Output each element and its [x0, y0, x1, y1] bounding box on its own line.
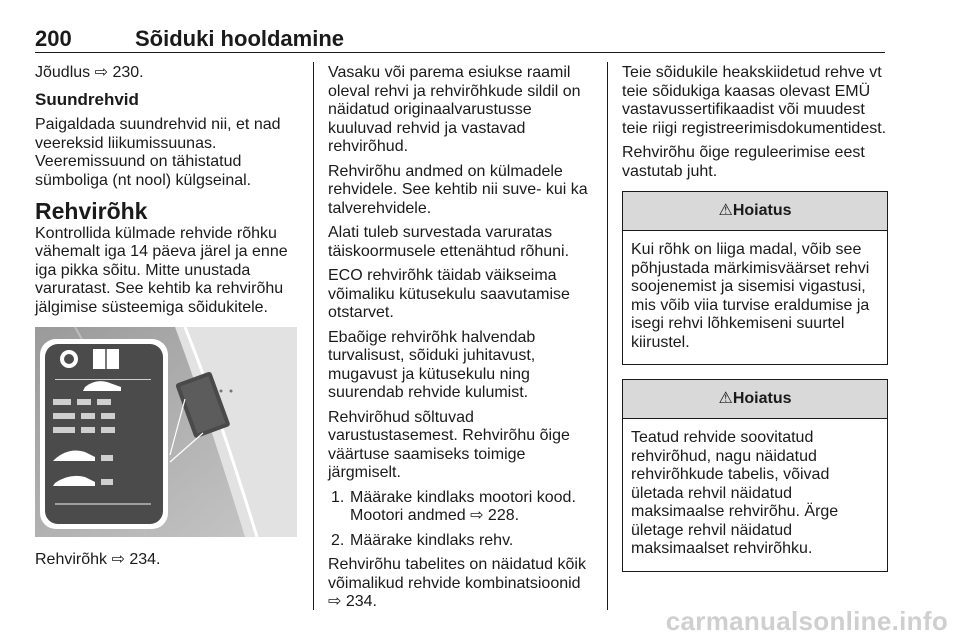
text-line: Veeremissuund on tähistatud [35, 153, 242, 170]
text-line: rehvirõhkude tabelis, võivad [631, 466, 830, 483]
text-line: varustustasemest. Rehvirõhu õige [328, 427, 570, 444]
text-line: mugavust ja kütusekulu ning [328, 365, 530, 383]
paragraph-driver-responsibility [622, 144, 888, 181]
text-line: Määrake kindlaks rehv. [350, 531, 514, 549]
section-heading-direction: Suundrehvid [35, 89, 139, 109]
watermark: carmanualsonline.info [665, 606, 948, 636]
text-line: võimaliku kütusekulu saavutamise [328, 285, 570, 303]
text-line: Rehvirõhu tabelites on näidatud kõik [328, 556, 586, 573]
step-number: 1. [331, 488, 345, 506]
text-line: Rehvirõhud sõltuvad [328, 408, 474, 426]
paragraph-pressure [35, 225, 305, 318]
tire-pressure-label-illustration [35, 327, 297, 537]
text-line: vastutab juht. [622, 162, 718, 180]
text-line: soojenemist ja sisemisi vigastusi, [631, 278, 866, 295]
text-line: põhjustada märkimisväärset rehvi [631, 259, 870, 277]
text-line: Kui rõhk on liiga madal, võib see [631, 241, 862, 258]
text-line: kiirustel. [631, 333, 690, 351]
text-line: turvalisust, sõiduki juhitavust, [328, 347, 536, 364]
text-line: Paigaldada suundrehvid nii, et nad [35, 116, 281, 133]
text-line: väärtuse saamiseks toimige [328, 445, 526, 463]
section-heading-pressure: Rehvirõhk [35, 198, 148, 224]
text-line: Mootori andmed ⇨ 228. [350, 507, 520, 524]
text-line: Rehvirõhu andmed on külmadele [328, 162, 563, 180]
paragraph-direction [35, 116, 305, 190]
text-line: veereksid liikumissuunas. [35, 134, 217, 152]
numbered-steps [328, 489, 598, 551]
paragraph-incorrect-pressure [328, 329, 598, 403]
text-line: järgmiselt. [328, 464, 401, 481]
text-line: sümboliga (nt nool) külgseinal. [35, 171, 252, 189]
text-line: rehvirõhud. [328, 138, 409, 155]
warning-title: ⚠Hoiatus [623, 192, 887, 231]
text-line: suurendab rehvide kulumist. [328, 384, 529, 401]
paragraph-eco-pressure [328, 267, 598, 323]
text-line: ületada rehvil näidatud [631, 484, 793, 502]
paragraph-cold-tires [328, 163, 598, 219]
list-item [328, 489, 598, 526]
text-line: Kontrollida külmade rehvide rõhku [35, 224, 277, 242]
text-line: Teatud rehvide soovitatud [631, 429, 814, 446]
paragraph-label-location [328, 64, 598, 157]
text-line: teie sõidukiga kaasas olevast EMÜ [622, 82, 871, 100]
text-line: ⇨ 234. [328, 593, 377, 610]
text-line: ületage rehvil näidatud [631, 521, 793, 539]
text-line: teie riigi registreerimisdokumentidest. [622, 119, 887, 137]
text-line: rehvirõhud, nagu näidatud [631, 447, 817, 465]
warning-box-low-pressure [622, 191, 888, 365]
column-divider [313, 62, 314, 610]
text-line: Ebaõige rehvirõhk halvendab [328, 328, 536, 346]
page-header [35, 24, 885, 53]
step-number: 2. [331, 531, 345, 549]
column-divider [607, 62, 608, 610]
text-line: iga pikka sõitu. Mitte unustada [35, 261, 251, 279]
text-line: isegi rehvi lõhkemiseni suurtel [631, 315, 845, 332]
text-line: maksimaalse rehvirõhu. Ärge [631, 503, 839, 520]
warning-body [623, 419, 887, 571]
column-1 [35, 64, 305, 576]
page-title: Sõiduki hooldamine [135, 26, 345, 51]
text-line: ECO rehvirõhk täidab väikseima [328, 267, 557, 284]
text-line: võimalikud rehvide kombinatsioonid [328, 574, 581, 592]
column-3 [622, 64, 888, 586]
warning-title: ⚠Hoiatus [623, 380, 887, 419]
text-line: näidatud originaalvarustusse [328, 101, 532, 118]
text-line: talverehvidele. [328, 199, 432, 217]
paragraph-approved-tires [622, 64, 888, 138]
text-line: täiskoormusele ettenähtud rõhuni. [328, 242, 570, 260]
text-line: Rehvirõhu õige reguleerimise eest [622, 144, 865, 161]
paragraph-spare-wheel [328, 224, 598, 261]
text-line: Alati tuleb survestada varuratas [328, 224, 553, 241]
text-line: rehvidele. See kehtib nii suve- kui ka [328, 181, 588, 198]
text-line: vastavussertifikaadist või muudest [622, 101, 865, 118]
figure-caption: Rehvirõhk ⇨ 234. [35, 551, 161, 568]
text-line: kuuluvad rehvid ja vastavad [328, 119, 526, 137]
column-2 [328, 64, 598, 618]
text-line: oleval rehvi ja rehvirõhkude sildil on [328, 82, 581, 100]
paragraph-pressure-tables [328, 556, 598, 612]
list-item [328, 532, 598, 551]
text-line: mis võib viia turvise eraldumise ja [631, 296, 870, 314]
text-line: otstarvet. [328, 304, 394, 321]
warning-box-max-pressure [622, 379, 888, 572]
page-number: 200 [35, 26, 72, 51]
text-line: Vasaku või parema esiukse raamil [328, 64, 571, 81]
text-line: Teie sõidukile heakskiidetud rehve vt [622, 64, 882, 81]
warning-body [623, 231, 887, 364]
text-line: vähemalt iga 14 päeva järel ja enne [35, 243, 288, 260]
performance-reference: Jõudlus ⇨ 230. [35, 64, 144, 81]
text-line: jälgimise süsteemiga sõidukitele. [35, 298, 268, 316]
paragraph-equipment-level [328, 409, 598, 483]
text-line: Määrake kindlaks mootori kood. [350, 488, 576, 506]
text-line: varuratast. See kehtib ka rehvirõhu [35, 280, 284, 297]
text-line: maksimaalset rehvirõhku. [631, 540, 813, 557]
